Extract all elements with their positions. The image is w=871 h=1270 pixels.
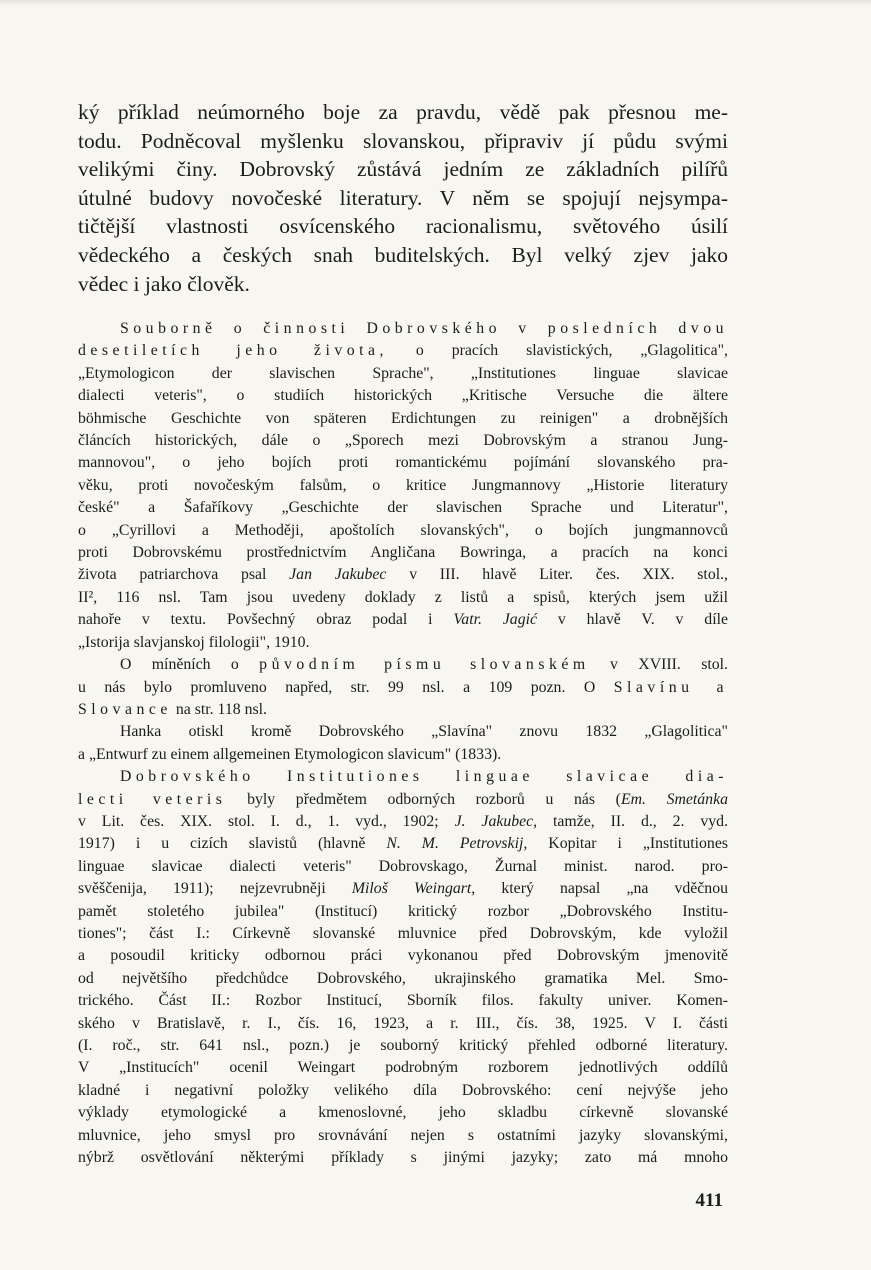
main-line: vědec i jako člověk. <box>78 271 250 296</box>
main-line: vědeckého a českých snah buditelských. Byl velký zjev jako <box>78 242 728 267</box>
note-line <box>78 340 728 362</box>
note-line <box>78 609 728 631</box>
note-line: tiones"; část I.: Církevně slovanské mluvnice před Dobrovským, kde vyložil <box>78 924 728 942</box>
author-name: Jan Jakubec <box>289 566 387 584</box>
note-text: v hlavě V. v díle <box>557 611 728 629</box>
note-line: české" a Šafaříkovy „Geschichte der slavischen Sprache und Literatur", <box>78 499 728 517</box>
note-line: Hanka otiskl kromě Dobrovského „Slavína" znovu 1832 „Glagolitica" <box>120 723 728 741</box>
note-line: trického. Část II.: Rozbor Institucí, Sborník filos. fakulty univer. Komen- <box>78 992 728 1010</box>
note-line: od největšího předchůdce Dobrovského, ukrajinského gramatika Mel. Smo- <box>78 969 728 987</box>
note-line: ského v Bratislavě, r. I., čís. 16, 1923, a r. III., čís. 38, 1925. V I. části <box>78 1014 728 1032</box>
note-text: v XVIII. stol. <box>610 656 728 674</box>
note-text: nahoře v textu. Povšechný obraz podal i <box>78 611 433 629</box>
notes-section <box>78 318 728 1169</box>
note-text: v III. hlavě Liter. čes. XIX. stol., <box>409 566 729 584</box>
note-text: O míněních o <box>120 656 239 674</box>
note-line: mannovou", o jeho bojích proti romantickému pojímání slovanského pra- <box>78 454 728 472</box>
note-line <box>78 699 728 721</box>
page-number: 411 <box>695 1190 723 1211</box>
note-line <box>78 654 728 676</box>
note-line: mluvnice, jeho smysl pro srovnávání nejen s ostatními jazyky slovanskými, <box>78 1126 728 1144</box>
spaced-text: desetiletích jeho života, <box>78 342 388 360</box>
spaced-text: původním písmu slovanském <box>259 656 590 674</box>
author-name: Em. Smetánka <box>620 790 728 808</box>
note-line <box>78 318 728 340</box>
note-line: böhmische Geschichte von späteren Erdichtungen zu reinigen" a drobnějších <box>78 409 728 427</box>
note-line: linguae slavicae dialecti veteris" Dobrovskago, Žurnal minist. narod. pro- <box>78 857 728 875</box>
note-text: na str. 118 nsl. <box>175 700 267 718</box>
note-line: článcích historických, dále o „Sporech mezi Dobrovským a stranou Jung- <box>78 432 728 450</box>
note-text: tamže, II. d., 2. vyd. <box>553 812 729 830</box>
spaced-text: lecti veteris <box>78 790 227 808</box>
note-line: (I. roč., str. 641 nsl., pozn.) je souborný kritický přehled odborné literatury. <box>78 1037 728 1054</box>
note-line: proti Dobrovskému prostřednictvím Angličana Bowringa, a pracích na konci <box>78 544 728 562</box>
note-text: byly předmětem odborných rozborů u nás ( <box>247 790 621 808</box>
note-line <box>78 833 728 855</box>
note-line: výklady etymologické a kmenoslovné, jeho skladbu církevně slovanské <box>78 1104 728 1122</box>
note-line <box>78 878 728 900</box>
note-line: V „Institucích" ocenil Weingart podrobným rozborem jednotlivých oddílů <box>78 1059 728 1077</box>
note-line: pamět stoletého jubilea" (Institucí) kritický rozbor „Dobrovského Institu- <box>78 902 728 920</box>
note-line: kladné i negativní položky velikého díla Dobrovského: cení nejvýše jeho <box>78 1081 728 1099</box>
main-line: velikými činy. Dobrovský zůstává jedním ze základních pilířů <box>78 157 728 182</box>
page-top-edge <box>0 0 871 6</box>
note-text: života patriarchova psal <box>78 566 267 584</box>
note-line <box>78 811 728 833</box>
author-name: N. M. Petrovskij, <box>386 835 528 853</box>
main-line: ký příklad neúmorného boje za pravdu, vědě pak přesnou me- <box>78 100 728 124</box>
main-paragraph <box>78 98 728 298</box>
note-line: II², 116 nsl. Tam jsou uvedeny doklady z listů a spisů, kterých jsem užil <box>78 588 728 606</box>
note-line <box>78 677 728 699</box>
author-name: Miloš Weingart, <box>351 880 476 898</box>
note-line: a „Entwurf zu einem allgemeinen Etymologicon slavicum" (1833). <box>78 745 502 763</box>
note-text: který napsal „na vděčnou <box>501 880 728 898</box>
note-text: u nás bylo promluveno napřed, str. 99 nsl. a 109 pozn. O <box>78 678 596 696</box>
note-line <box>78 766 728 788</box>
note-line: a posoudil kriticky odbornou práci vykonanou před Dobrovským jmenovitě <box>78 947 728 965</box>
spaced-text: Dobrovského Institutiones linguae slavicae dia- <box>120 768 728 786</box>
spaced-text: Slovance <box>78 700 172 718</box>
main-line: útulné budovy novočeské literatury. V něm se spojují nejsympa- <box>78 185 728 210</box>
note-line <box>78 789 728 811</box>
note-text: Kopitar i „Institutiones <box>548 835 728 853</box>
note-line: „Istorija slavjanskoj filologii", 1910. <box>78 633 310 651</box>
note-line: o „Cyrillovi a Methoději, apoštolích slovanských", o bojích jungmannovců <box>78 521 728 539</box>
spaced-text: Souborně o činnosti Dobrovského v posledních dvou <box>120 320 728 337</box>
note-line: dialecti veteris", o studiích historických „Kritische Versuche die ältere <box>78 387 728 405</box>
note-line: věku, proti novočeským falsům, o kritice Jungmannovy „Historie literatury <box>78 476 728 494</box>
main-line: todu. Podněcoval myšlenku slovanskou, připraviv jí půdu svými <box>78 128 728 153</box>
author-name: Vatr. Jagić <box>453 611 537 629</box>
note-line: nýbrž osvětlování některými příklady s jinými jazyky; zato má mnoho <box>78 1149 728 1167</box>
author-name: J. Jakubec, <box>454 812 538 830</box>
main-line: tičtější vlastnosti osvícenského racionalismu, světového úsilí <box>78 214 728 239</box>
spaced-text: Slavínu a <box>613 678 728 696</box>
note-line: „Etymologicon der slavischen Sprache", „Institutiones linguae slavicae <box>78 364 728 382</box>
note-text: o pracích slavistických, „Glagolitica", <box>415 342 728 360</box>
note-line <box>78 564 728 586</box>
note-text: v Lit. čes. XIX. stol. I. d., 1. vyd., 1902; <box>78 812 439 830</box>
note-text: svěščenija, 1911); nejzevrubněji <box>78 880 326 898</box>
note-text: 1917) i u cizích slavistů (hlavně <box>78 835 366 853</box>
